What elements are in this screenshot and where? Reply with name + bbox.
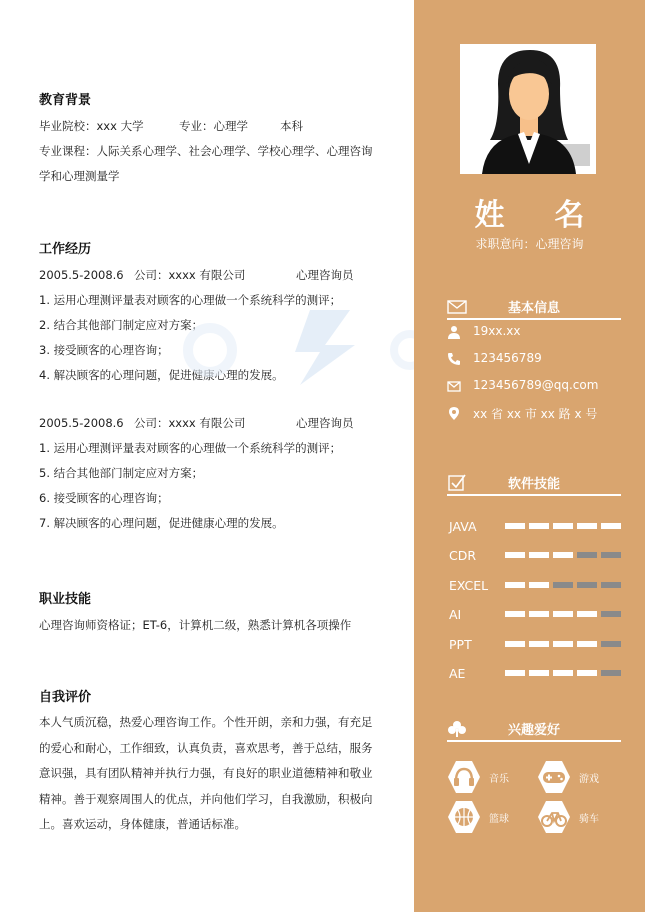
job-entry (39, 263, 389, 388)
skill-level-segment-empty (577, 552, 597, 558)
software-skill-name: JAVA (449, 519, 477, 534)
job-company: 公司：xxxx 有限公司 (134, 268, 246, 282)
job-intent: 求职意向：心理咨询 (475, 237, 584, 251)
job-entry (39, 411, 389, 536)
skill-level-segment-empty (601, 670, 621, 676)
info-email (447, 377, 627, 397)
skill-level-segment-empty (577, 582, 597, 588)
professional-skills-section (39, 591, 389, 638)
software-skill-name: PPT (449, 636, 472, 652)
headphones-icon (447, 760, 481, 794)
info-address-text: xx 省 xx 市 xx 路 x 号 (473, 407, 598, 421)
job-duty: 2. 结合其他部门制定应对方案； (39, 318, 204, 332)
software-skill-name: AE (449, 666, 466, 681)
skill-level-segment-filled (553, 552, 573, 558)
self-evaluation-line: 本人气质沉稳，热爱心理咨询工作。个性开朗，亲和力强，有充足 (39, 715, 373, 729)
info-birth (447, 323, 627, 343)
software-skill-row (449, 666, 624, 684)
job-position: 心理咨询员 (296, 416, 354, 430)
work-title: 工作经历 (39, 242, 92, 257)
skill-level-segment-empty (553, 582, 573, 588)
hobby-game (537, 760, 627, 794)
job-period: 2005.5-2008.6 (39, 416, 124, 430)
degree-text: 本科 (280, 119, 303, 133)
job-duty: 1. 运用心理测评量表对顾客的心理做一个系统科学的测评； (39, 293, 342, 307)
skill-level-segment-filled (601, 523, 621, 529)
info-birth-text: 19xx.xx (473, 324, 521, 338)
skill-level-segment-filled (577, 641, 597, 647)
skill-level-segment-filled (529, 670, 549, 676)
hobby-label: 骑车 (579, 814, 599, 825)
software-skills-header (447, 472, 621, 496)
skill-level-bar (505, 641, 621, 647)
skill-level-segment-filled (505, 611, 525, 617)
software-skill-row (449, 519, 624, 537)
job-header (39, 411, 389, 436)
skill-level-segment-filled (553, 670, 573, 676)
courses-line-1: 专业课程：人际关系心理学、社会心理学、学校心理学、心理咨询 (39, 144, 373, 158)
hobby-label: 篮球 (489, 814, 509, 825)
skill-level-segment-filled (529, 641, 549, 647)
software-skill-row (449, 548, 624, 566)
skill-level-bar (505, 670, 621, 676)
software-skill-name: CDR (449, 548, 477, 564)
person-icon (447, 325, 461, 339)
self-evaluation-line: 的爱心和耐心，工作细致，认真负责，喜欢思考，善于总结，服务 (39, 740, 373, 755)
job-duty: 7. 解决顾客的心理问题，促进健康心理的发展。 (39, 516, 284, 530)
skill-level-segment-filled (577, 611, 597, 617)
courses-line-2: 学和心理测量学 (39, 169, 120, 183)
skill-level-segment-empty (601, 641, 621, 647)
education-title: 教育背景 (39, 93, 92, 108)
info-email-text: 123456789@qq.com (473, 378, 599, 392)
skill-level-segment-filled (529, 552, 549, 558)
hobbies-header (447, 718, 621, 742)
professional-skills-title: 职业技能 (39, 592, 92, 607)
hobby-basketball (447, 800, 537, 834)
self-evaluation-title: 自我评价 (39, 690, 92, 705)
job-period: 2005.5-2008.6 (39, 268, 124, 282)
skill-level-segment-filled (553, 523, 573, 529)
software-skill-row (449, 607, 624, 625)
skill-level-segment-filled (577, 670, 597, 676)
skill-level-segment-empty (601, 611, 621, 617)
skill-level-segment-filled (505, 641, 525, 647)
name-char: 名 (554, 198, 585, 233)
job-position: 心理咨询员 (296, 268, 354, 282)
self-evaluation-body (39, 710, 389, 838)
job-duty: 5. 结合其他部门制定应对方案； (39, 466, 204, 480)
hobby-music (447, 760, 537, 794)
school-text: 毕业院校：xxx 大学 (39, 119, 144, 133)
hobby-label: 音乐 (489, 774, 509, 785)
job-duty: 4. 解决顾客的心理问题，促进健康心理的发展。 (39, 368, 284, 382)
gamepad-icon (537, 760, 571, 794)
profile-photo (460, 44, 596, 174)
skill-level-segment-filled (505, 552, 525, 558)
major-text: 专业：心理学 (179, 119, 248, 133)
skill-level-segment-filled (529, 582, 549, 588)
professional-skills-text: 心理咨询师资格证；ET-6，计算机二级，熟悉计算机各项操作 (39, 618, 352, 632)
hobby-label: 游戏 (579, 774, 599, 785)
bicycle-icon (537, 800, 571, 834)
self-evaluation-line: 上。喜欢运动，身体健康，普通话标准。 (39, 817, 246, 831)
name-heading (414, 190, 645, 234)
location-pin-icon (447, 406, 461, 420)
hobbies-title: 兴趣爱好 (507, 723, 560, 738)
job-duty: 1. 运用心理测评量表对顾客的心理做一个系统科学的测评； (39, 441, 342, 455)
self-evaluation-section (39, 689, 389, 838)
software-skill-name: EXCEL (449, 577, 489, 593)
work-section (39, 241, 389, 536)
mail-icon (447, 379, 461, 393)
job-duty: 3. 接受顾客的心理咨询； (39, 343, 169, 357)
job-header (39, 263, 389, 288)
skill-level-segment-filled (505, 670, 525, 676)
skill-level-segment-filled (577, 523, 597, 529)
skill-level-bar (505, 611, 621, 617)
info-phone (447, 350, 627, 370)
skill-level-segment-filled (553, 611, 573, 617)
software-skill-row (449, 637, 624, 655)
education-section (39, 92, 389, 189)
skill-level-bar (505, 552, 621, 558)
skill-level-segment-empty (601, 582, 621, 588)
skill-level-segment-filled (529, 611, 549, 617)
skill-level-segment-filled (529, 523, 549, 529)
info-phone-text: 123456789 (473, 351, 542, 365)
skill-level-segment-filled (553, 641, 573, 647)
software-skills-title: 软件技能 (507, 477, 560, 492)
skill-level-segment-filled (505, 582, 525, 588)
sidebar (414, 0, 645, 912)
self-evaluation-line: 精神。善于观察周围人的优点，并向他们学习，自我激励，积极向 (39, 791, 373, 806)
basic-info-header (447, 296, 621, 320)
software-skill-name: AI (449, 607, 462, 623)
info-address (447, 404, 627, 424)
basic-info-title: 基本信息 (507, 301, 560, 316)
skill-level-bar (505, 523, 621, 529)
skill-level-bar (505, 582, 621, 588)
name-char: 姓 (474, 198, 505, 233)
skill-level-segment-filled (505, 523, 525, 529)
phone-icon (447, 352, 461, 366)
self-evaluation-line: 意识强，具有团队精神并执行力强，有良好的职业道德精神和敬业 (39, 766, 373, 780)
education-basic-row (39, 114, 389, 139)
avatar-icon (460, 44, 596, 174)
skill-level-segment-empty (601, 552, 621, 558)
software-skill-row (449, 578, 624, 596)
basketball-icon (447, 800, 481, 834)
hobby-cycling (537, 800, 627, 834)
job-company: 公司：xxxx 有限公司 (134, 416, 246, 430)
job-duty: 6. 接受顾客的心理咨询； (39, 491, 169, 505)
